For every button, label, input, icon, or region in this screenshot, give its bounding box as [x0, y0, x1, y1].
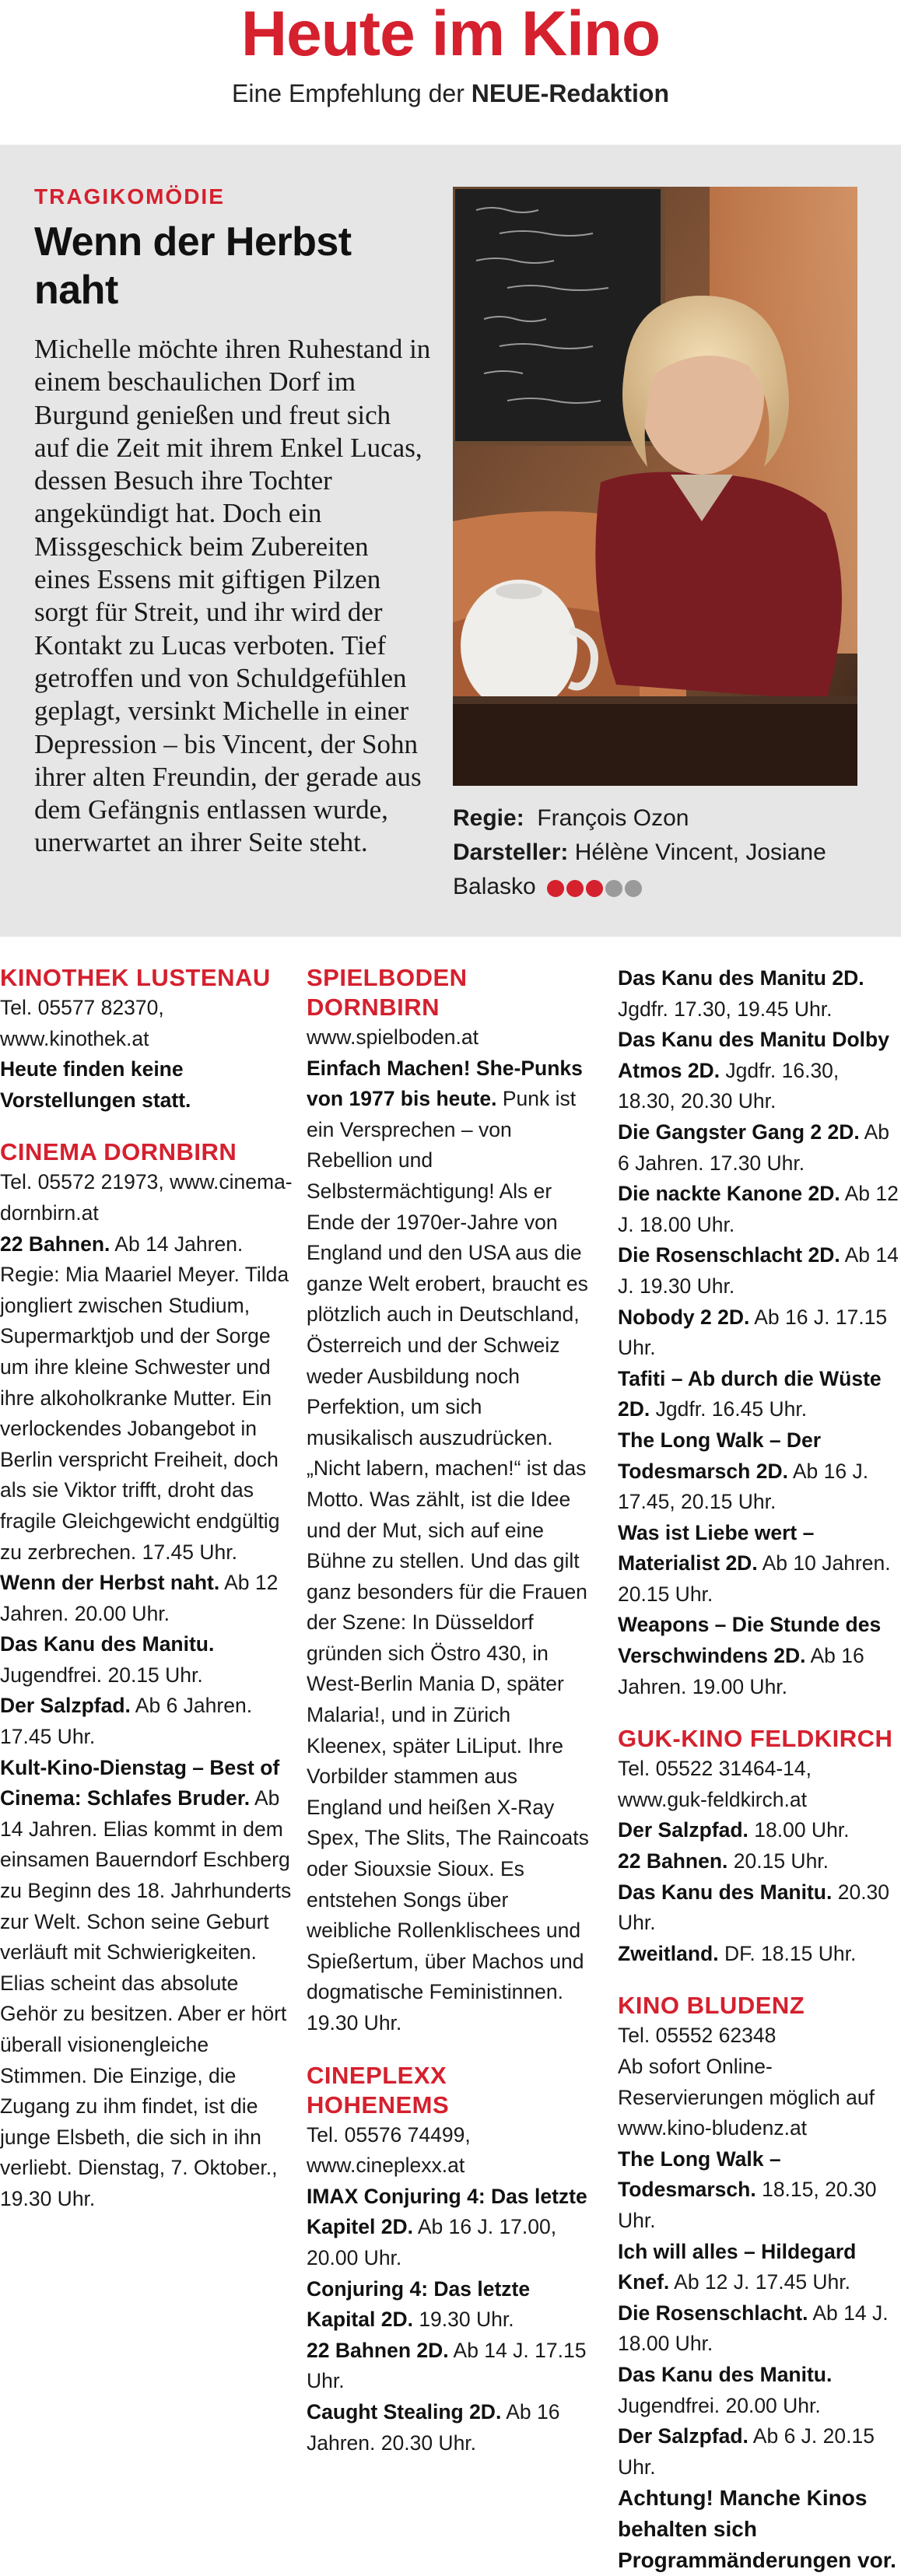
cast-line	[453, 836, 873, 905]
film-details: Jgdfr. 16.30, 18.30, 20.30 Uhr.	[618, 1058, 840, 1113]
film-details: Ab 16 J. 17.15 Uhr.	[618, 1305, 888, 1360]
film-details: Ab 12 J. 18.00 Uhr.	[618, 1182, 899, 1236]
film-title: IMAX Conjuring 4: Das letzte Kapitel 2D.	[307, 2184, 587, 2239]
film-entry	[618, 1425, 901, 1518]
rating-dots	[547, 871, 644, 905]
film-title: Der Salzpfad.	[0, 1694, 131, 1718]
film-title: Das Kanu des Manitu.	[0, 1632, 215, 1656]
film-title: Tafiti – Ab durch die Wüste 2D.	[618, 1366, 882, 1421]
rating-dot-empty	[605, 880, 622, 897]
film-title: Die Rosenschlacht 2D.	[618, 1243, 840, 1267]
film-title: Die Gangster Gang 2 2D.	[618, 1120, 860, 1144]
feature-title: Wenn der Herbst naht	[34, 219, 352, 313]
film-entry	[0, 1753, 293, 2215]
film-details: Ab 14 J. 19.30 Uhr.	[618, 1243, 899, 1298]
page-title: Heute im Kino	[240, 0, 661, 69]
film-title: Der Salzpfad.	[618, 2424, 748, 2448]
program-change-note: Achtung! Manche Kinos behalten sich Programmänderungen vor.	[618, 2486, 896, 2573]
cast-names: Hélène Vincent, Josiane Balasko	[453, 839, 826, 899]
film-details: Ab 6 Jahren. 17.30 Uhr.	[618, 1120, 890, 1175]
film-title: 22 Bahnen 2D.	[307, 2338, 449, 2362]
film-entry	[307, 2182, 591, 2274]
film-details: Ab 14 J. 17.15 Uhr.	[307, 2338, 587, 2393]
film-entry	[618, 1302, 901, 1364]
film-details: 18.00 Uhr.	[748, 1818, 850, 1842]
subtitle-brand: NEUE-Redaktion	[471, 79, 669, 107]
film-entry	[618, 2360, 901, 2421]
rating-dot-empty	[625, 880, 642, 897]
cinema-contact: Tel. 05577 82370, www.kinothek.at	[0, 996, 164, 1050]
director-line	[453, 801, 873, 836]
film-entry	[307, 2336, 591, 2397]
film-title: 22 Bahnen.	[0, 1232, 110, 1256]
film-details: 20.30 Uhr.	[618, 1880, 890, 1935]
film-entry	[618, 2298, 901, 2360]
film-entry	[618, 1846, 901, 1877]
film-entry	[618, 1939, 901, 1970]
rating-dot-filled	[566, 880, 584, 897]
film-title: Zweitland.	[618, 1941, 719, 1965]
subtitle	[0, 76, 901, 110]
film-title: Ich will alles – Hildegard Knef.	[618, 2239, 857, 2294]
film-title: Caught Stealing 2D.	[307, 2399, 502, 2424]
film-details: Ab 14 Jahren. Elias kommt in dem einsamen Bauerndorf Eschberg zu Beginn des 18. Jahrhunderts zur Welt. Schon seine Geburt verläuft mit Schwierigkeiten. Elias scheint das absolute Gehör zu besitzen. Aber er hört überall visionengleiche Stimmen. Die Einzige, die Zugang zu ihm findet, ist die junge Elsbeth, die sich in ihn verliebt. Dienstag, 7. Oktober., 19.30 Uhr.	[0, 1786, 292, 2210]
film-details: Ab 12 J. 17.45 Uhr.	[669, 2270, 851, 2294]
film-details: Ab 10 Jahren. 20.15 Uhr.	[618, 1551, 891, 1606]
film-entry	[0, 1691, 293, 1752]
film-title: Weapons – Die Stunde des Verschwindens 2D.	[618, 1613, 882, 1668]
cinema-name-spielboden: SPIELBODEN DORNBIRN	[307, 964, 468, 1021]
film-details: Ab 16 J. 17.45, 20.15 Uhr.	[618, 1459, 869, 1514]
cinema-contact: www.spielboden.at	[307, 1025, 479, 1049]
film-details: Ab 6 J. 20.15 Uhr.	[618, 2424, 875, 2479]
film-entry	[618, 1117, 901, 1179]
rating-dot-filled	[547, 880, 564, 897]
film-entry	[618, 1518, 901, 1610]
cinema-name-cineplexx: CINEPLEXX HOHENEMS	[307, 2061, 450, 2119]
header	[0, 0, 901, 110]
cinema-name-dornbirn: CINEMA DORNBIRN	[0, 1138, 237, 1166]
film-details: Ab 14 J. 18.00 Uhr.	[618, 2301, 889, 2356]
film-entry	[618, 2144, 901, 2237]
film-title: Die Rosenschlacht.	[618, 2301, 808, 2325]
rating-dot-filled	[586, 880, 603, 897]
film-details: 20.15 Uhr.	[727, 1849, 829, 1873]
cinema-contact: Tel. 05576 74499, www.cineplexx.at	[307, 2122, 471, 2178]
film-entry	[0, 1568, 293, 1629]
film-details: Ab 12 Jahren. 20.00 Uhr.	[0, 1571, 279, 1625]
cinema-contact: Tel. 05552 62348	[618, 2024, 777, 2048]
film-title: Das Kanu des Manitu 2D.	[618, 966, 864, 990]
film-entry	[618, 2237, 901, 2298]
feature-text	[34, 184, 431, 860]
movie-still-image	[453, 187, 857, 786]
film-title: Wenn der Herbst naht.	[0, 1571, 220, 1595]
film-entry	[307, 2274, 591, 2336]
film-details: Jugendfrei. 20.15 Uhr.	[0, 1663, 203, 1687]
film-details: Punk ist ein Versprechen – von Rebellion und Selbstermächtigung! Als er Ende der 1970er-Jahre von England und den USA aus die ganze Welt erobert, braucht es plötzlich auch in Deutschland, Österreich und der Schweiz weder Ausbildung noch Perfektion, um sich musikalisch auszudrücken. „Nicht labern, machen!“ ist das Motto. Was zählt, ist die Idee und der Mut, sich auf eine Bühne zu stellen. Und das gilt ganz besonders für die Frauen der Szene: In Düsseldorf gründen sich Östro 430, in West-Berlin Mania D, später Malaria!, und in Zürich Kleenex, später LiLiput. Ihre Vorbilder stammen aus England und heißen X-Ray Spex, The Slits, The Raincoats oder Siouxsie Sioux. Es entstehen Songs über weibliche Rollenklischees und Spießertum, über Machos und dogmatische Feministinnen. 19.30 Uhr.	[307, 1087, 589, 2035]
film-entry	[618, 1364, 901, 1425]
film-entry	[307, 2397, 591, 2459]
feature-box	[0, 145, 901, 937]
film-details: Ab 14 Jahren. Regie: Mia Maariel Meyer. Tilda jongliert zwischen Studium, Supermarktjob und der Sorge um ihre kleine Schwester und ihre alkoholkranke Mutter. Ein verlockendes Jobangebot in Berlin verspricht Freiheit, doch als sie Viktor trifft, droht das fragile Gleichgewicht endgültig zu zerbrechen. 17.45 Uhr.	[0, 1232, 289, 1564]
cinema-contact: Tel. 05522 31464-14, www.guk-feldkirch.at	[618, 1757, 812, 1811]
column-2	[307, 963, 591, 2459]
film-title: 22 Bahnen.	[618, 1849, 728, 1873]
feature-kicker: TRAGIKOMÖDIE	[34, 184, 225, 209]
film-title: The Long Walk – Der Todesmarsch 2D.	[618, 1428, 822, 1483]
feature-body: Michelle möchte ihren Ruhestand in einem beschaulichen Dorf im Burgund genießen und freut sich auf die Zeit mit ihrem Enkel Lucas, dessen Besuch ihre Tochter angekündigt hat. Doch ein Missgeschick beim Zubereiten eines Essens mit giftigen Pilzen sorgt für Streit, und ihr wird der Kontakt zu Lucas verboten. Tief getroffen und von Schuldgefühlen geplagt, versinkt Michelle in einer Depression – bis Vincent, der Sohn ihrer alten Freundin, der gerade aus dem Gefängnis entlassen wurde, unerwartet an ihrer Seite steht.	[34, 334, 431, 858]
column-1	[0, 963, 293, 2215]
film-details: Jugendfrei. 20.00 Uhr.	[618, 2393, 821, 2417]
film-entry	[618, 1025, 901, 1117]
film-details: Ab 16 J. 17.00, 20.00 Uhr.	[307, 2215, 557, 2269]
film-title: Das Kanu des Manitu.	[618, 1880, 833, 1904]
film-entry	[618, 1240, 901, 1302]
film-title: Einfach Machen! She-Punks von 1977 bis heute.	[307, 1056, 583, 1111]
director-label: Regie:	[453, 805, 524, 831]
film-entry	[618, 963, 901, 1025]
column-3	[618, 963, 901, 2576]
film-title: Kult-Kino-Dienstag – Best of Cinema: Schlafes Bruder.	[0, 1755, 280, 1810]
director-name: François Ozon	[537, 805, 689, 831]
subtitle-prefix: Eine Empfehlung der	[232, 79, 472, 107]
film-title: The Long Walk – Todesmarsch.	[618, 2147, 781, 2202]
film-title: Der Salzpfad.	[618, 1818, 748, 1842]
film-details: Ab 16 Jahren. 20.30 Uhr.	[307, 2399, 560, 2455]
film-title: Die nackte Kanone 2D.	[618, 1182, 840, 1206]
film-details: Jgdfr. 16.45 Uhr.	[650, 1397, 808, 1421]
cinema-name-guk: GUK-KINO FELDKIRCH	[618, 1725, 893, 1753]
film-details: Ab 6 Jahren. 17.45 Uhr.	[0, 1694, 253, 1749]
film-entry	[618, 1179, 901, 1240]
cast-label: Darsteller:	[453, 839, 569, 865]
cinema-name-kinothek: KINOTHEK LUSTENAU	[0, 964, 271, 991]
film-entry	[307, 1053, 591, 2039]
film-title: Conjuring 4: Das letzte Kapital 2D.	[307, 2276, 531, 2332]
film-details: Ab 16 Jahren. 19.00 Uhr.	[618, 1644, 864, 1698]
film-details: 19.30 Uhr.	[412, 2308, 514, 2332]
film-details: 18.15, 20.30 Uhr.	[618, 2178, 877, 2232]
credits	[453, 801, 873, 905]
film-entry	[618, 1610, 901, 1702]
online-reservation-note: Ab sofort Online-Reservierungen möglich auf www.kino-bludenz.at	[618, 2055, 875, 2140]
cinema-name-bludenz: KINO BLUDENZ	[618, 1992, 805, 2020]
film-entry	[0, 1629, 293, 1691]
film-entry	[0, 1229, 293, 1568]
film-entry	[618, 1815, 901, 1846]
cinema-contact: Tel. 05572 21973, www.cinema-dornbirn.at	[0, 1170, 293, 1225]
film-entry	[618, 2421, 901, 2483]
film-entry	[618, 1877, 901, 1939]
film-details: DF. 18.15 Uhr.	[718, 1941, 857, 1965]
film-title: Das Kanu des Manitu Dolby Atmos 2D.	[618, 1028, 889, 1082]
film-title: Das Kanu des Manitu.	[618, 2362, 833, 2386]
cinema-notice: Heute finden keine Vorstellungen statt.	[0, 1057, 191, 1112]
film-title: Was ist Liebe wert – Materialist 2D.	[618, 1520, 815, 1575]
film-title: Nobody 2 2D.	[618, 1305, 750, 1329]
film-details: Jgdfr. 17.30, 19.45 Uhr.	[618, 997, 833, 1021]
